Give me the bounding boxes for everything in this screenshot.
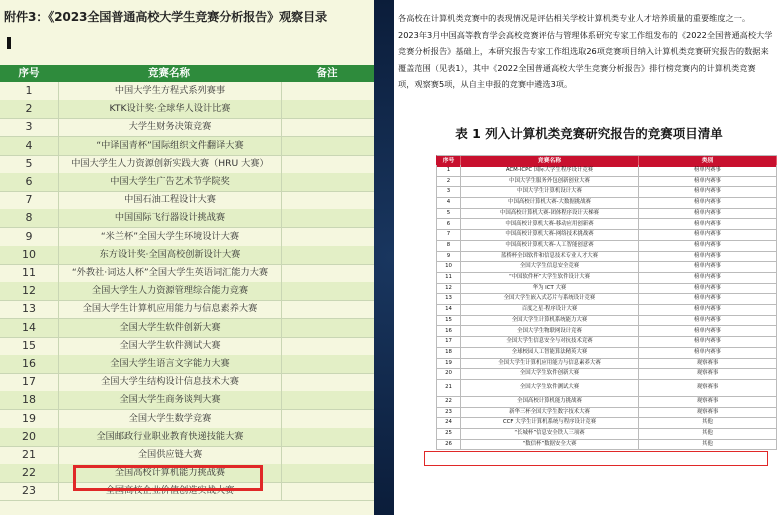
table-row (0, 246, 374, 265)
competition-category: 榜单内赛事 (639, 208, 777, 219)
intro-line: 项，观察赛5项，从自主申报的竞赛中遴选3项。 (398, 79, 573, 89)
row-number: 13 (437, 293, 461, 304)
competition-name: 中国高校计算机大赛-网络技术挑战赛 (461, 229, 639, 240)
row-note (282, 118, 374, 136)
competition-name: 全国大学生嵌入式芯片与系统设计竞赛 (461, 293, 639, 304)
intro-line: 各高校在计算机类竞赛中的表现情况是评估相关学校计算机类专业人才培养质量的重要维度之一。 (398, 13, 751, 23)
table-row (0, 155, 374, 174)
table-row (0, 100, 374, 119)
table-row (0, 355, 374, 374)
row-note (282, 100, 374, 118)
row-number: 21 (437, 379, 461, 396)
row-note (282, 246, 374, 264)
table-row (0, 391, 374, 410)
competition-name: 蓝桥杯全国软件和信息技术专业人才大赛 (461, 251, 639, 262)
row-note (282, 391, 374, 409)
row-note (282, 428, 374, 446)
row-number: 2 (437, 176, 461, 187)
row-number: 4 (437, 197, 461, 208)
competition-category: 榜单内赛事 (639, 336, 777, 347)
competition-name: 全国大学生软件测试大赛 (59, 337, 282, 355)
competition-name: 全国大学生人力资源管理综合能力竞赛 (59, 282, 282, 300)
row-number: 4 (0, 137, 59, 155)
row-note (282, 337, 374, 355)
row-note (282, 446, 374, 464)
row-number: 10 (0, 246, 59, 264)
competition-name: 中国大学生服务外包创新创业大赛 (461, 176, 639, 187)
row-number: 3 (0, 118, 59, 136)
competition-name: 全球校园人工智能算法精英大赛 (461, 347, 639, 358)
row-number: 19 (437, 358, 461, 369)
competition-name: 全国大学生语言文字能力大赛 (59, 355, 282, 373)
competition-name: 全国大学生软件测试大赛 (461, 379, 639, 396)
competition-category: 观察赛事 (639, 407, 777, 418)
row-number: 1 (437, 165, 461, 176)
competition-name: 大学生财务决策竞赛 (59, 118, 282, 136)
left-highlight-box (73, 465, 263, 491)
row-number: 5 (437, 208, 461, 219)
row-note (282, 228, 374, 246)
row-note (282, 191, 374, 209)
row-note (282, 319, 374, 337)
competition-name: 中国高校计算机大赛-人工智能创意赛 (461, 240, 639, 251)
row-number: 11 (0, 264, 59, 282)
row-number: 13 (0, 300, 59, 318)
competition-category: 其他 (639, 428, 777, 439)
right-highlight-box (424, 451, 768, 466)
competition-category: 榜单内赛事 (639, 315, 777, 326)
competition-category: 榜单内赛事 (639, 176, 777, 187)
table-row (0, 264, 374, 283)
competition-category: 榜单内赛事 (639, 251, 777, 262)
row-number: 16 (0, 355, 59, 373)
table-caption: 表 1 列入计算机类竞赛研究报告的竞赛项目清单 (455, 126, 723, 141)
row-number: 17 (0, 373, 59, 391)
competition-category: 榜单内赛事 (639, 326, 777, 337)
table-row (0, 337, 374, 356)
row-number: 19 (0, 410, 59, 428)
table-row (0, 209, 374, 228)
row-number: 25 (437, 428, 461, 439)
row-note (282, 82, 374, 100)
row-number: 8 (437, 240, 461, 251)
row-note (282, 300, 374, 318)
row-note (282, 155, 374, 173)
competition-category: 榜单内赛事 (639, 293, 777, 304)
table-row (0, 228, 374, 247)
competition-name: 全国高校企业价值创造实战大赛 (59, 482, 282, 500)
table-row (0, 428, 374, 447)
table-row (0, 82, 374, 101)
header-no: 序号 (437, 156, 461, 166)
row-note (282, 464, 374, 482)
row-number: 20 (0, 428, 59, 446)
competition-name: “数信杯”数据安全大赛 (461, 439, 639, 450)
competition-category: 榜单内赛事 (639, 347, 777, 358)
text-cursor-icon (7, 37, 11, 49)
intro-line: 覆盖范围（见表1），其中《2022全国普通高校大学生竞赛分析报告》排行榜竞赛内的计算机类竞赛 (398, 62, 756, 73)
competition-name: “外教社·词达人杯”全国大学生英语词汇能力大赛 (59, 264, 282, 282)
competition-category: 其他 (639, 417, 777, 428)
row-number: 16 (437, 326, 461, 337)
competition-category: 其他 (639, 439, 777, 450)
row-number: 5 (0, 155, 59, 173)
table-row (0, 446, 374, 465)
table-row (0, 410, 374, 429)
competition-name: 全国大学生软件创新大赛 (59, 319, 282, 337)
row-number: 17 (437, 336, 461, 347)
table-row (0, 282, 374, 301)
competition-category: 榜单内赛事 (639, 219, 777, 230)
row-number: 18 (437, 347, 461, 358)
competition-name: 东方设计奖·全国高校创新设计大赛 (59, 246, 282, 264)
competition-name: KTK设计奖·全球华人设计比赛 (59, 100, 282, 118)
competition-name: “长城杯”信息安全铁人三项赛 (461, 428, 639, 439)
competition-category: 观察赛事 (639, 396, 777, 407)
row-number: 14 (0, 319, 59, 337)
competition-category: 观察赛事 (639, 379, 777, 396)
competition-name: 中国大学生广告艺术节学院奖 (59, 173, 282, 191)
header-name: 竞赛名称 (461, 156, 639, 166)
intro-line: 竞赛分析报告》基础上，本研究报告专家工作组选取26项竞赛项目纳入计算机类竞赛研究报告的数据来 (398, 46, 769, 56)
table-row (0, 118, 374, 137)
competition-name: “米兰杯”全国大学生环境设计大赛 (59, 228, 282, 246)
competition-category: 榜单内赛事 (639, 272, 777, 283)
row-note (282, 173, 374, 191)
row-number: 18 (0, 391, 59, 409)
competition-name: 中国高校计算机大赛-移动应用创新赛 (461, 219, 639, 230)
competition-category: 观察赛事 (639, 358, 777, 369)
competition-category: 榜单内赛事 (639, 229, 777, 240)
competition-category: 榜单内赛事 (639, 197, 777, 208)
table-row (0, 191, 374, 210)
row-number: 12 (437, 283, 461, 294)
row-number: 23 (437, 407, 461, 418)
row-number: 14 (437, 304, 461, 315)
competition-name: 全国大学生计算机系统能力大赛 (461, 315, 639, 326)
competition-name: 全国大学生物联网设计竞赛 (461, 326, 639, 337)
row-number: 6 (437, 219, 461, 230)
row-number: 21 (0, 446, 59, 464)
left-document-panel (0, 0, 374, 515)
row-note (282, 373, 374, 391)
row-number: 12 (0, 282, 59, 300)
table-row (0, 173, 374, 192)
row-number: 7 (0, 191, 59, 209)
row-number: 22 (0, 464, 59, 482)
competition-name: 全国大学生计算机应用能力与信息素养大赛 (59, 300, 282, 318)
header-no: 序号 (18, 67, 40, 79)
report-intro-paragraph (398, 10, 784, 93)
row-number: 9 (0, 228, 59, 246)
competition-name: 中国国际飞行器设计挑战赛 (59, 209, 282, 227)
competition-name: 全国高校计算机能力挑战赛 (461, 396, 639, 407)
right-document-panel (394, 0, 784, 515)
competition-name: 全国大学生结构设计信息技术大赛 (59, 373, 282, 391)
row-number: 24 (437, 417, 461, 428)
header-category: 类别 (639, 156, 777, 166)
header-note: 备注 (316, 67, 338, 79)
competition-name: ACM-ICPC 国际大学生程序设计竞赛 (461, 165, 639, 176)
row-number: 10 (437, 261, 461, 272)
table-row (0, 137, 374, 156)
competition-name: 中国高校计算机大赛-团体程序设计天梯赛 (461, 208, 639, 219)
row-note (282, 355, 374, 373)
competition-name: 全国大学生数学竞赛 (59, 410, 282, 428)
competition-name: 全国邮政行业职业教育快递技能大赛 (59, 428, 282, 446)
row-number: 23 (0, 482, 59, 500)
competition-name: 全国大学生计算机应用能力与信息素养大赛 (461, 358, 639, 369)
row-number: 11 (437, 272, 461, 283)
competition-name: 中国高校计算机大赛-大数据挑战赛 (461, 197, 639, 208)
table-row (436, 439, 777, 451)
table-row (0, 373, 374, 392)
competition-category: 榜单内赛事 (639, 186, 777, 197)
competition-name: 全国大学生信息安全与对抗技术竞赛 (461, 336, 639, 347)
competition-category: 榜单内赛事 (639, 304, 777, 315)
row-note (282, 264, 374, 282)
competition-name: 百度之星·程序设计大赛 (461, 304, 639, 315)
competition-name: 全国供应链大赛 (59, 446, 282, 464)
row-number: 15 (437, 315, 461, 326)
row-note (282, 209, 374, 227)
competition-name: 中国石油工程设计大赛 (59, 191, 282, 209)
competition-name: 全国大学生商务谈判大赛 (59, 391, 282, 409)
row-note (282, 410, 374, 428)
table-header-row (0, 65, 374, 82)
competition-name: 中国大学生方程式系列赛事 (59, 82, 282, 100)
competition-name: 新华三杯全国大学生数字技术大赛 (461, 407, 639, 418)
row-number: 2 (0, 100, 59, 118)
row-number: 1 (0, 82, 59, 100)
left-page-title: 附件3：《2023全国普通高校大学生竞赛分析报告》观察目录 (4, 10, 328, 24)
competition-name: 华为 ICT 大赛 (461, 283, 639, 294)
competition-name: 全国大学生信息安全竞赛 (461, 261, 639, 272)
row-note (282, 137, 374, 155)
row-number: 7 (437, 229, 461, 240)
row-number: 8 (0, 209, 59, 227)
row-number: 22 (437, 396, 461, 407)
row-number: 26 (437, 439, 461, 450)
row-number: 20 (437, 368, 461, 379)
row-note (282, 282, 374, 300)
row-number: 3 (437, 186, 461, 197)
row-number: 9 (437, 251, 461, 262)
row-number: 6 (0, 173, 59, 191)
table-row (0, 300, 374, 319)
competition-category: 观察赛事 (639, 368, 777, 379)
competition-category: 榜单内赛事 (639, 283, 777, 294)
competition-name: CCF 大学生计算机系统与程序设计竞赛 (461, 417, 639, 428)
competition-name: “中国软件杯”大学生软件设计大赛 (461, 272, 639, 283)
competition-name: 全国高校计算机能力挑战赛 (59, 464, 282, 482)
competition-category: 榜单内赛事 (639, 240, 777, 251)
competition-name: 中国大学生人力资源创新实践大赛（HRU 大赛） (59, 155, 282, 173)
competition-name: 中国大学生计算机设计大赛 (461, 186, 639, 197)
competition-name: 全国大学生软件创新大赛 (461, 368, 639, 379)
header-name: 竞赛名称 (148, 67, 190, 79)
competition-category: 榜单内赛事 (639, 261, 777, 272)
row-number: 15 (0, 337, 59, 355)
intro-line: 2023年3月中国高等教育学会高校竞赛评估与管理体系研究专家工作组发布的《2022全国普通高校大学 (398, 29, 773, 40)
table-row (436, 379, 777, 397)
competition-name: “中译国青杯”国际组织文件翻译大赛 (59, 137, 282, 155)
table-row (0, 319, 374, 338)
row-note (282, 482, 374, 500)
competition-category: 榜单内赛事 (639, 165, 777, 176)
